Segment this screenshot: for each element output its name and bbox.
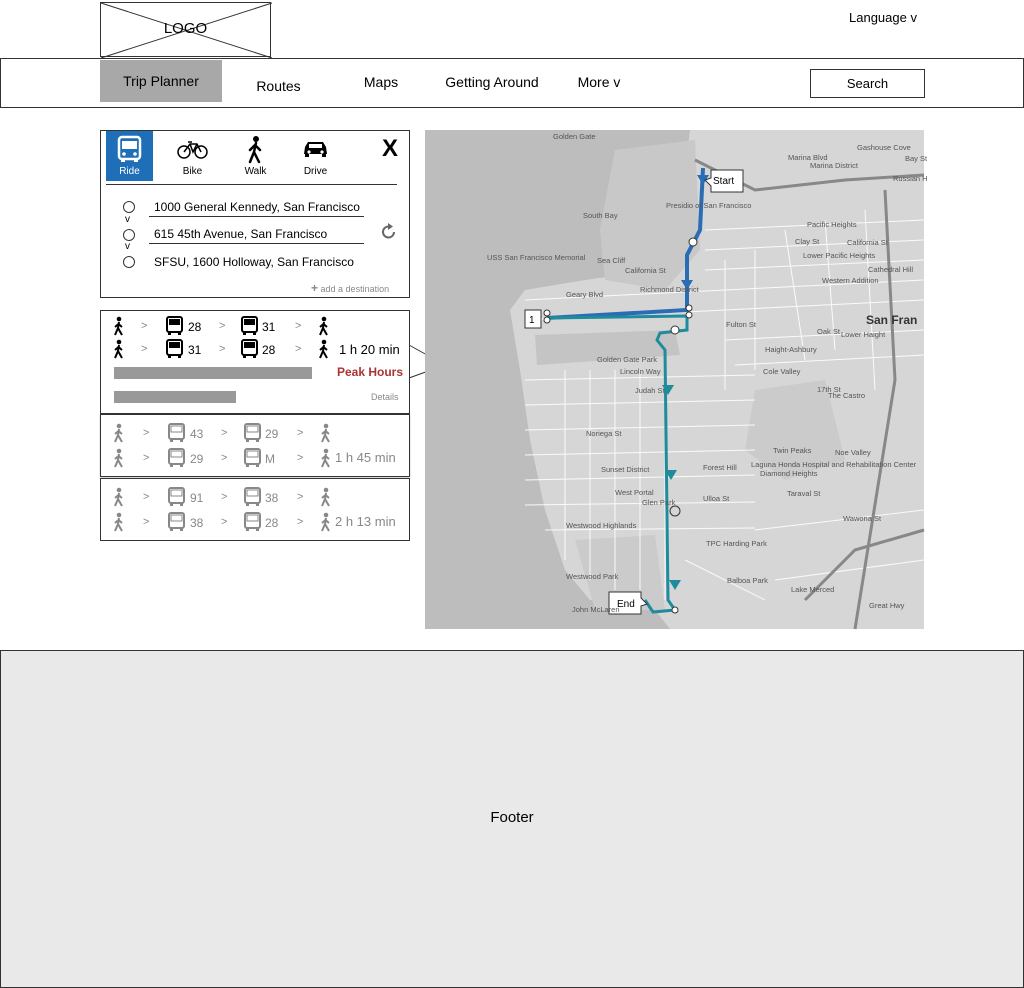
search-button[interactable]: Search bbox=[810, 69, 925, 98]
plus-icon: + bbox=[311, 281, 319, 295]
separator: > bbox=[297, 516, 304, 528]
bus-icon bbox=[240, 316, 260, 336]
route-number: 43 bbox=[190, 427, 204, 441]
separator: > bbox=[143, 427, 150, 439]
stop-marker[interactable] bbox=[686, 305, 692, 311]
walk-icon bbox=[316, 339, 332, 359]
route-option-3[interactable] bbox=[100, 478, 410, 541]
map-label: The Castro bbox=[828, 391, 866, 400]
divider bbox=[106, 184, 397, 185]
start-marker[interactable] bbox=[705, 170, 743, 192]
map-label: Great Hwy bbox=[869, 601, 905, 610]
add-destination-link[interactable] bbox=[311, 281, 389, 295]
map-label: Balboa Park bbox=[727, 576, 768, 585]
nav-maps[interactable]: Maps bbox=[363, 74, 399, 90]
map-label: Twin Peaks bbox=[773, 446, 812, 455]
walk-icon bbox=[318, 448, 334, 468]
end-label: End bbox=[617, 599, 635, 610]
separator: > bbox=[143, 452, 150, 464]
separator: > bbox=[143, 516, 150, 528]
route-duration: 1 h 45 min bbox=[335, 450, 396, 465]
separator: > bbox=[221, 452, 228, 464]
bus-icon bbox=[243, 512, 263, 532]
separator: > bbox=[219, 320, 226, 332]
walk-icon bbox=[111, 339, 127, 359]
walk-icon bbox=[111, 316, 127, 336]
route-number: 31 bbox=[188, 343, 202, 357]
walk-icon bbox=[318, 512, 334, 532]
map-label: Laguna Honda Hospital and Rehabilitation Center bbox=[751, 460, 917, 469]
route-number: 28 bbox=[262, 343, 276, 357]
map-label: Ulloa St bbox=[703, 494, 730, 503]
mode-bike-label: Bike bbox=[182, 166, 203, 177]
refresh-icon[interactable] bbox=[379, 222, 399, 242]
logo[interactable] bbox=[100, 2, 271, 57]
mode-walk[interactable] bbox=[232, 131, 279, 181]
map-label: West Portal bbox=[615, 488, 654, 497]
stop-marker[interactable] bbox=[689, 238, 697, 246]
separator: > bbox=[221, 427, 228, 439]
separator: > bbox=[297, 491, 304, 503]
separator: > bbox=[221, 516, 228, 528]
details-link[interactable]: Details bbox=[371, 392, 399, 402]
nav-more[interactable]: More v bbox=[577, 74, 621, 90]
stop-field[interactable]: 615 45th Avenue, San Francisco bbox=[149, 224, 364, 244]
map-label: John McLaren bbox=[572, 605, 620, 614]
map-label: Clay St bbox=[795, 237, 820, 246]
map-label: California St bbox=[847, 238, 888, 247]
map-label: Westwood Park bbox=[566, 572, 619, 581]
separator: > bbox=[295, 320, 302, 332]
walk-icon bbox=[111, 448, 127, 468]
map-label: Noe Valley bbox=[835, 448, 871, 457]
mode-drive-label: Drive bbox=[303, 166, 328, 177]
map-label: Taraval St bbox=[787, 489, 821, 498]
bus-icon bbox=[167, 448, 187, 468]
separator: > bbox=[297, 452, 304, 464]
nav-routes[interactable]: Routes bbox=[256, 78, 301, 94]
language-selector[interactable]: Language v bbox=[849, 10, 917, 25]
map-label: Lincoln Way bbox=[620, 367, 661, 376]
route-option-1[interactable] bbox=[100, 310, 410, 414]
start-label: Start bbox=[713, 176, 735, 187]
mode-ride[interactable] bbox=[106, 131, 153, 181]
map-label: Fulton St bbox=[726, 320, 757, 329]
map-label: Bay St bbox=[905, 154, 928, 163]
map-label: Golden Gate bbox=[553, 132, 596, 141]
bus-icon bbox=[167, 487, 187, 507]
map-label: Diamond Heights bbox=[760, 469, 818, 478]
add-destination-label: add a destination bbox=[320, 284, 390, 294]
map-label: Western Addition bbox=[822, 276, 879, 285]
map-labels-secondary bbox=[760, 469, 818, 478]
route-number: 28 bbox=[265, 516, 279, 530]
map-label: Marina District bbox=[810, 161, 858, 170]
map-label: Golden Gate Park bbox=[597, 355, 658, 364]
destination-radio[interactable] bbox=[123, 256, 135, 268]
bus-icon bbox=[106, 134, 153, 164]
map-label: Russian H bbox=[893, 174, 928, 183]
map-label: Judah St bbox=[635, 386, 665, 395]
stop-marker[interactable] bbox=[544, 310, 550, 316]
separator: > bbox=[141, 343, 148, 355]
map-label: Lower Pacific Heights bbox=[803, 251, 876, 260]
separator: > bbox=[143, 491, 150, 503]
time-bar bbox=[114, 391, 236, 403]
map-label: Westwood Highlands bbox=[566, 521, 637, 530]
bike-icon bbox=[169, 134, 216, 164]
map-label: Lake Merced bbox=[791, 585, 835, 594]
connector-mark: v bbox=[125, 241, 130, 252]
map-label: USS San Francisco Memorial bbox=[487, 253, 586, 262]
route-number: 38 bbox=[190, 516, 204, 530]
separator: > bbox=[295, 343, 302, 355]
map-label: Haight-Ashbury bbox=[765, 345, 817, 354]
trip-planner-panel bbox=[100, 130, 410, 298]
main-nav bbox=[0, 58, 1024, 108]
stop-radio[interactable] bbox=[123, 229, 135, 241]
route-number: 38 bbox=[265, 491, 279, 505]
route-duration: 1 h 20 min bbox=[339, 342, 400, 357]
route-number: 31 bbox=[262, 320, 276, 334]
bus-icon bbox=[243, 423, 263, 443]
close-button[interactable]: X bbox=[382, 135, 399, 162]
map-label: Noriega St bbox=[586, 429, 622, 438]
bus-icon bbox=[167, 423, 187, 443]
separator: > bbox=[141, 320, 148, 332]
waypoint-label: 1 bbox=[529, 315, 535, 326]
route-duration: 2 h 13 min bbox=[335, 514, 396, 529]
mode-walk-label: Walk bbox=[244, 166, 267, 177]
route-number: M bbox=[265, 452, 275, 466]
bus-icon bbox=[243, 487, 263, 507]
bus-icon bbox=[165, 316, 185, 336]
map-label: Sunset District bbox=[601, 465, 650, 474]
stop-marker[interactable] bbox=[544, 317, 550, 323]
route-number: 28 bbox=[188, 320, 202, 334]
map-label: Cathedral Hill bbox=[868, 265, 914, 274]
walk-icon bbox=[318, 423, 334, 443]
stop-marker[interactable] bbox=[671, 326, 679, 334]
route-number: 29 bbox=[190, 452, 204, 466]
map-label: California St bbox=[625, 266, 666, 275]
map-label: South Bay bbox=[583, 211, 618, 220]
map-label: Richmond District bbox=[640, 285, 699, 294]
walk-icon bbox=[111, 512, 127, 532]
route-option-2[interactable] bbox=[100, 414, 410, 477]
logo-text: LOGO bbox=[163, 20, 208, 37]
bus-icon bbox=[167, 512, 187, 532]
walk-icon bbox=[316, 316, 332, 336]
map-label: Presidio of San Francisco bbox=[666, 201, 752, 210]
map-label: Sea Cliff bbox=[597, 256, 626, 265]
separator: > bbox=[297, 427, 304, 439]
walk-icon bbox=[111, 487, 127, 507]
mode-ride-label: Ride bbox=[119, 166, 140, 177]
destination-field[interactable]: SFSU, 1600 Holloway, San Francisco bbox=[154, 255, 354, 269]
time-bar bbox=[114, 367, 312, 379]
walk-icon bbox=[111, 423, 127, 443]
origin-radio[interactable] bbox=[123, 201, 135, 213]
map-label: Forest Hill bbox=[703, 463, 737, 472]
bus-icon bbox=[240, 339, 260, 359]
route-map[interactable] bbox=[425, 130, 928, 629]
separator: > bbox=[219, 343, 226, 355]
route-number: 29 bbox=[265, 427, 279, 441]
map-label: Oak St bbox=[817, 327, 840, 336]
map-label: Pacific Heights bbox=[807, 220, 857, 229]
mode-bike[interactable] bbox=[169, 131, 216, 181]
map-label: Marina Blvd bbox=[788, 153, 828, 162]
origin-field[interactable]: 1000 General Kennedy, San Francisco bbox=[149, 197, 364, 217]
map-label: Glen Park bbox=[642, 498, 676, 507]
stop-marker[interactable] bbox=[672, 607, 678, 613]
nav-getting-around[interactable]: Getting Around bbox=[445, 74, 539, 90]
map-label: Gashouse Cove bbox=[857, 143, 911, 152]
separator: > bbox=[221, 491, 228, 503]
map-label: TPC Harding Park bbox=[706, 539, 767, 548]
map-label: Geary Blvd bbox=[566, 290, 604, 299]
mode-drive[interactable] bbox=[292, 131, 339, 181]
nav-trip-planner[interactable]: Trip Planner bbox=[100, 60, 222, 102]
map-label: Wawona St bbox=[843, 514, 882, 523]
bus-icon bbox=[165, 339, 185, 359]
footer bbox=[0, 650, 1024, 988]
map-label: 17th St bbox=[817, 385, 841, 394]
car-icon bbox=[292, 134, 339, 164]
bus-icon bbox=[243, 448, 263, 468]
route-number: 91 bbox=[190, 491, 204, 505]
peak-hours-badge: Peak Hours bbox=[337, 365, 404, 379]
waypoint-marker[interactable] bbox=[525, 310, 541, 328]
map-label: San Fran bbox=[866, 313, 918, 327]
map-label: Lower Haight bbox=[841, 330, 886, 339]
map-label: Cole Valley bbox=[763, 367, 801, 376]
walk-icon bbox=[318, 487, 334, 507]
stop-marker[interactable] bbox=[686, 312, 692, 318]
walk-icon bbox=[232, 134, 279, 164]
footer-label: Footer bbox=[490, 809, 534, 826]
connector-mark: v bbox=[125, 214, 130, 225]
